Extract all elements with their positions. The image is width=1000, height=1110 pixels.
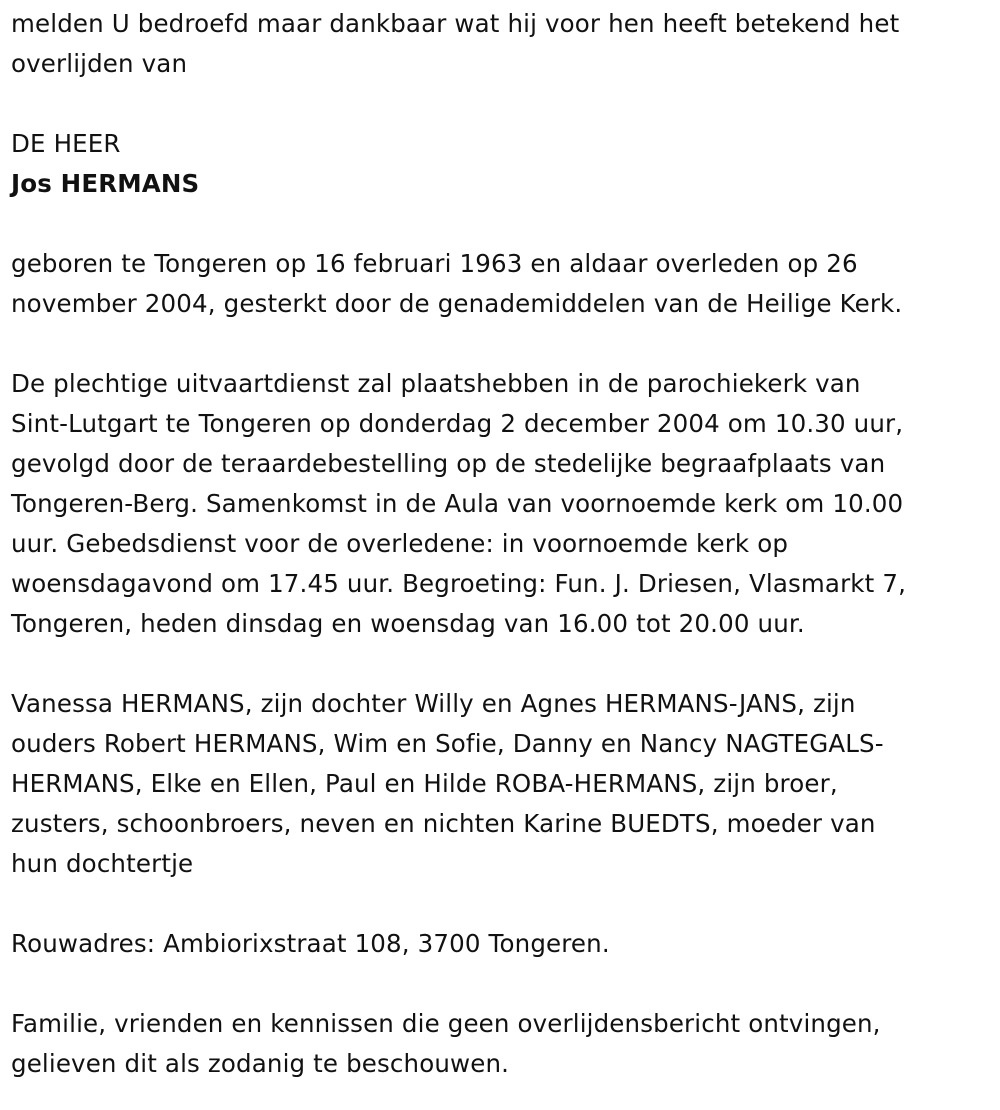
birth-death-paragraph: geboren te Tongeren op 16 februari 1963 en aldaar overleden op 26 november 2004, gesterkt door de genademiddelen van de Heilige Kerk.	[11, 249, 903, 318]
deceased-name: Jos HERMANS	[11, 169, 200, 198]
funeral-paragraph: De plechtige uitvaartdienst zal plaatshebben in de parochiekerk van Sint-Lutgart te Tongeren op donderdag 2 december 2004 om 10.30 uur, gevolgd door de teraardebestelling op de stedelijke begraafplaats van Tongeren-Berg. Samenkomst in de Aula van voornoemde kerk om 10.00 uur. Gebedsdienst voor de overledene: in voornoemde kerk op woensdagavond om 17.45 uur. Begroeting: Fun. J. Driesen, Vlasmarkt 7, Tongeren, heden dinsdag en woensdag van 16.00 tot 20.00 uur.	[11, 369, 907, 638]
intro-paragraph: melden U bedroefd maar dankbaar wat hij voor hen heeft betekend het overlijden van	[11, 9, 900, 78]
closing-paragraph: Familie, vrienden en kennissen die geen overlijdensbericht ontvingen, gelieven dit als zodanig te beschouwen.	[11, 1009, 881, 1078]
family-paragraph: Vanessa HERMANS, zijn dochter Willy en Agnes HERMANS-JANS, zijn ouders Robert HERMANS, Wim en Sofie, Danny en Nancy NAGTEGALS- HERMANS, Elke en Ellen, Paul en Hilde ROBA-HERMANS, zijn broer, zusters, schoonbroers, neven en nichten Karine BUEDTS, moeder van hun dochtertje	[11, 689, 884, 878]
honorific-title: DE HEER	[11, 129, 121, 158]
mourning-address: Rouwadres: Ambiorixstraat 108, 3700 Tongeren.	[11, 929, 610, 958]
